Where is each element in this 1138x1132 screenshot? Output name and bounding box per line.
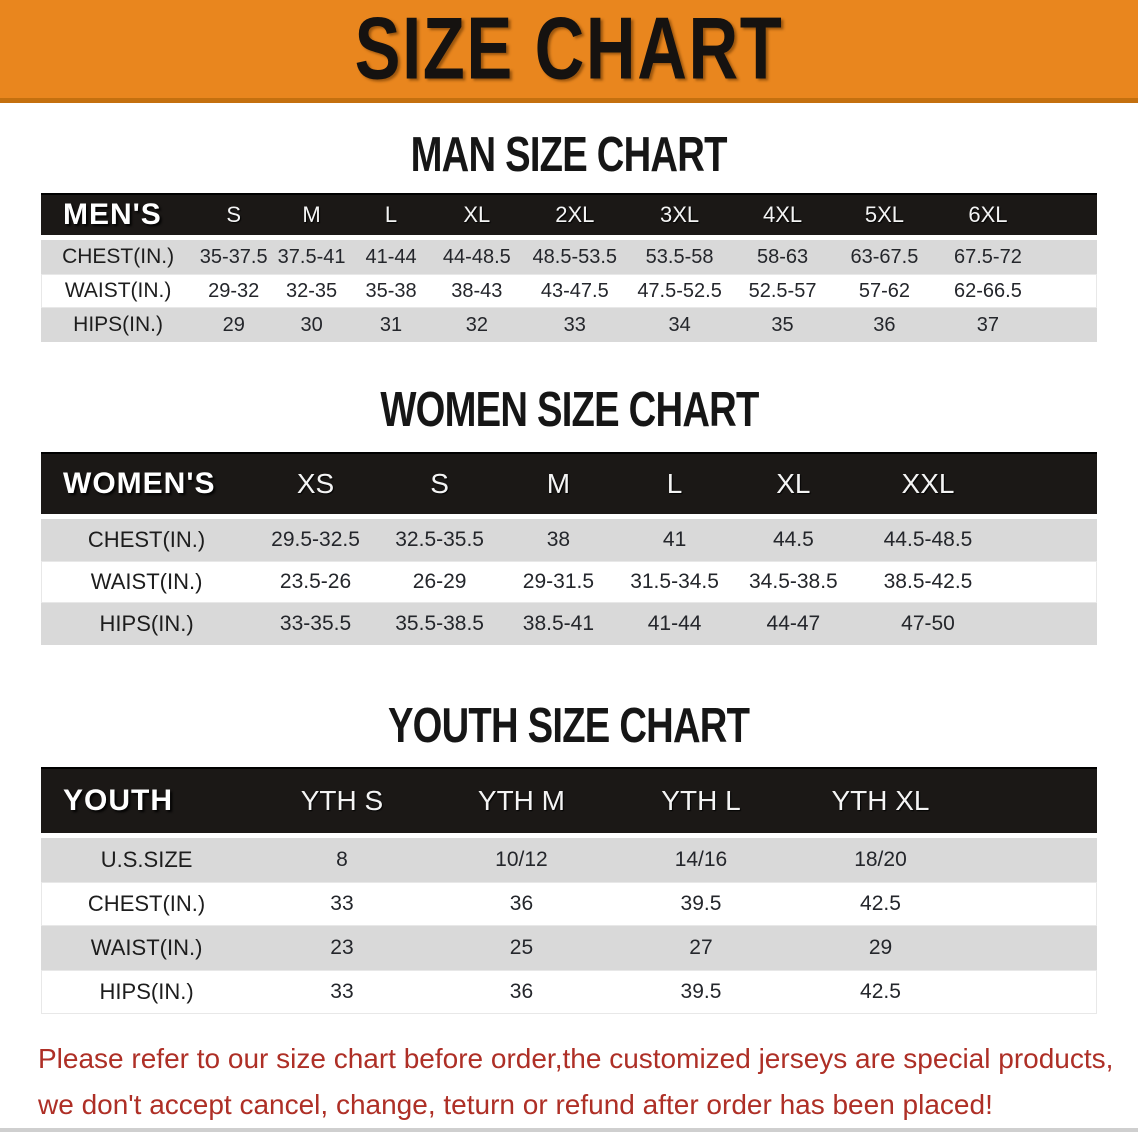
size-column-header: XS (296, 468, 335, 499)
size-value: 34.5-38.5 (749, 570, 838, 593)
table-row (41, 882, 1097, 926)
table-group-label: MEN'S (63, 198, 162, 231)
spacer-cell (1002, 454, 1097, 514)
size-value: 23.5-26 (279, 570, 352, 593)
size-value: 38.5-42.5 (883, 570, 973, 593)
size-value: 32.5-35.5 (395, 528, 484, 551)
size-value: 36 (873, 313, 896, 336)
row-label: CHEST(IN.) (87, 527, 206, 552)
table-row (41, 519, 1097, 561)
size-column-header: 4XL (762, 202, 803, 227)
man-size-chart-heading: MAN SIZE CHART (410, 128, 728, 182)
row-label: CHEST(IN.) (87, 891, 206, 916)
youth-size-chart-heading: YOUTH SIZE CHART (388, 699, 750, 753)
size-value: 52.5-57 (748, 279, 817, 302)
table-header-band (41, 195, 1097, 235)
size-value: 44.5-48.5 (883, 528, 973, 551)
size-value: 62-66.5 (953, 279, 1022, 302)
size-value: 33 (563, 313, 586, 336)
spacer-cell (1002, 561, 1097, 603)
size-value: 8 (336, 848, 348, 871)
size-value: 29-31.5 (522, 570, 595, 593)
size-column-header: 2XL (555, 202, 595, 227)
size-value: 32 (465, 313, 488, 336)
spacer-cell (970, 838, 1097, 882)
size-column-header: 6XL (968, 202, 1008, 227)
size-value: 14/16 (674, 848, 728, 871)
size-column-header: L (666, 468, 683, 499)
size-value: 47-50 (901, 612, 955, 635)
size-value: 35 (771, 313, 794, 336)
size-column-header: 5XL (864, 202, 904, 227)
page-bottom-edge (0, 1128, 1138, 1132)
men-size-table (41, 195, 1097, 342)
size-column-header: YTH S (300, 785, 384, 816)
spacer-cell (1040, 274, 1097, 308)
size-value: 42.5 (860, 892, 901, 915)
page-title: SIZE CHART (354, 0, 784, 98)
row-label: WAIST(IN.) (90, 935, 203, 960)
table-row (41, 561, 1097, 603)
size-value: 37 (976, 313, 1000, 336)
table-row (41, 970, 1097, 1014)
size-value: 29 (868, 936, 893, 959)
size-value: 10/12 (495, 848, 548, 871)
spacer-cell (1002, 519, 1097, 561)
size-value: 29.5-32.5 (271, 528, 360, 551)
spacer-cell (970, 926, 1097, 970)
size-value: 25 (509, 936, 534, 959)
size-column-header: YTH L (661, 785, 741, 816)
size-value: 38.5-41 (522, 612, 595, 635)
size-column-header: XXL (901, 468, 955, 499)
row-label: HIPS(IN.) (73, 313, 163, 336)
women-size-chart-heading: WOMEN SIZE CHART (379, 383, 759, 437)
size-value: 27 (689, 936, 713, 959)
size-value: 39.5 (680, 892, 722, 915)
row-label: WAIST(IN.) (90, 569, 203, 594)
table-row (41, 838, 1097, 882)
banner (0, 0, 1138, 103)
size-column-header: M (302, 202, 321, 227)
row-label: HIPS(IN.) (99, 979, 194, 1004)
size-column-header: XL (776, 468, 811, 499)
size-value: 30 (300, 313, 323, 336)
size-column-header: S (226, 202, 242, 227)
row-label: HIPS(IN.) (99, 611, 194, 636)
size-value: 31.5-34.5 (630, 570, 719, 593)
size-value: 37.5-41 (277, 245, 346, 268)
spacer-cell (970, 882, 1097, 926)
size-column-header: 3XL (660, 202, 700, 227)
size-value: 35-37.5 (199, 245, 268, 268)
size-value: 38 (546, 528, 571, 551)
row-label: CHEST(IN.) (62, 245, 175, 268)
spacer-cell (970, 970, 1097, 1014)
table-group-label: WOMEN'S (63, 467, 216, 500)
size-value: 29 (222, 313, 245, 336)
size-column-header: S (430, 468, 449, 499)
size-value: 43-47.5 (540, 279, 609, 302)
table-group-label: YOUTH (63, 784, 173, 817)
size-value: 44.5 (772, 528, 814, 551)
row-label: WAIST(IN.) (64, 279, 172, 302)
table-header-band (41, 454, 1097, 514)
section-heading-women (0, 384, 1138, 436)
size-value: 33-35.5 (279, 612, 352, 635)
size-value: 33 (330, 892, 354, 915)
disclaimer-text (38, 1036, 1138, 1128)
size-column-header: YTH XL (831, 785, 930, 816)
size-value: 31 (379, 313, 403, 336)
table-row (41, 603, 1097, 645)
size-value: 57-62 (858, 279, 910, 302)
section-heading-youth (0, 700, 1138, 752)
spacer-cell (1040, 195, 1097, 235)
youth-size-table (41, 769, 1097, 1014)
section-heading-man (0, 129, 1138, 181)
size-value: 41 (662, 528, 687, 551)
size-value: 32-35 (286, 279, 338, 302)
size-value: 18/20 (854, 848, 907, 871)
table-row (41, 274, 1097, 308)
size-value: 48.5-53.5 (532, 245, 618, 268)
size-column-header: L (384, 202, 398, 227)
size-value: 36 (509, 892, 534, 915)
size-value: 44-48.5 (442, 245, 511, 268)
table-row (41, 240, 1097, 274)
disclaimer-line-2: we don't accept cancel, change, teturn or refund after order has been placed! (38, 1089, 993, 1120)
size-column-header: XL (463, 202, 491, 227)
size-value: 29-32 (208, 279, 260, 302)
size-value: 67.5-72 (953, 245, 1022, 268)
size-value: 26-29 (412, 570, 467, 593)
size-value: 41-44 (365, 245, 417, 268)
size-value: 58-63 (756, 245, 809, 268)
disclaimer-line-1: Please refer to our size chart before order,the customized jerseys are special products, (38, 1043, 1114, 1074)
women-size-table (41, 454, 1097, 645)
size-value: 53.5-58 (645, 245, 714, 268)
spacer-cell (1040, 308, 1097, 342)
size-value: 35.5-38.5 (395, 612, 484, 635)
size-value: 63-67.5 (850, 245, 919, 268)
size-value: 47.5-52.5 (637, 279, 722, 302)
size-value: 36 (509, 980, 534, 1003)
table-header-band (41, 769, 1097, 833)
size-column-header: M (546, 468, 571, 499)
size-value: 38-43 (451, 279, 503, 302)
size-value: 42.5 (860, 980, 901, 1003)
size-value: 33 (330, 980, 354, 1003)
table-row (41, 308, 1097, 342)
size-value: 44-47 (766, 612, 821, 635)
size-column-header: YTH M (477, 785, 566, 816)
size-value: 23 (330, 936, 354, 959)
size-value: 35-38 (365, 279, 417, 302)
row-label: U.S.SIZE (100, 847, 193, 872)
spacer-cell (1040, 240, 1097, 274)
table-row (41, 926, 1097, 970)
size-value: 41-44 (647, 612, 702, 635)
size-value: 34 (668, 313, 691, 336)
spacer-cell (1002, 603, 1097, 645)
size-value: 39.5 (680, 980, 722, 1003)
spacer-cell (970, 769, 1097, 833)
